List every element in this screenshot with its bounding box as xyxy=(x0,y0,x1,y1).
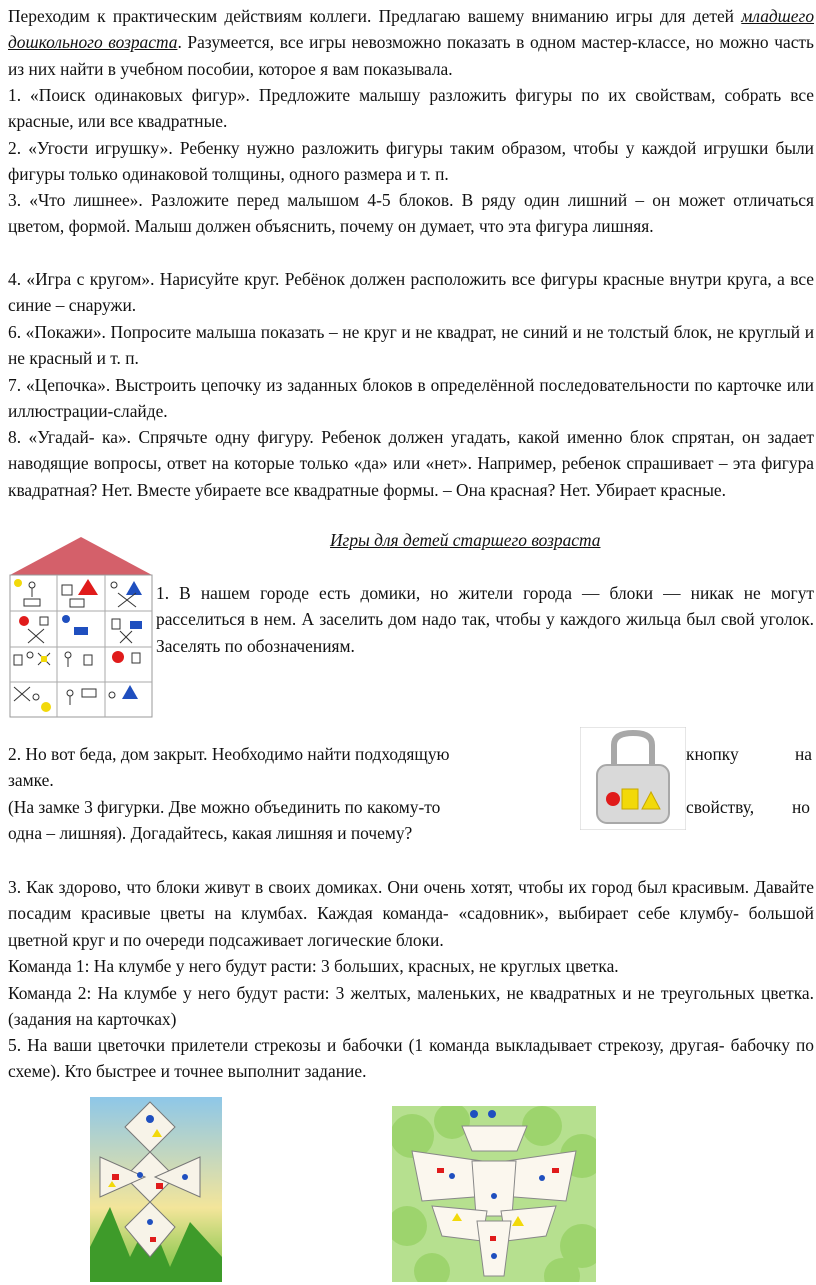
older-heading: Игры для детей старшего возраста xyxy=(330,530,601,550)
game-item-2: 2. «Угости игрушку». Ребенку нужно разложить фигуры таким образом, чтобы у каждой игрушки были фигуры только одинаковой толщины, одного размера и т. п. xyxy=(8,138,814,185)
older-item-3: 3. Как здорово, что блоки живут в своих домиках. Они очень хотят, чтобы их город был красивым. Давайте посадим красивые цветы на клумбах. Каждая команда- «садовник», выбирает себе клумбу- большой цветной круг и по очереди подсаживает логические блоки. xyxy=(8,877,814,950)
dragonfly-scheme-image xyxy=(90,1097,222,1282)
intro-line2-pre: детей xyxy=(692,6,742,26)
game-item-8: 8. «Угадай- ка». Спрячьте одну фигуру. Ребенок должен угадать, какой именно блок спрятан, он задает наводящие вопросы, ответ на которые только «да» или «нет». Например, ребенок спрашивает – эта фигура квадратная? Нет. Вместе убираете все квадратные формы. – Она красная? Нет. Убирает красные. xyxy=(8,427,814,500)
older-item-2-e: (На замке 3 фигурки. Две можно объединить по какому-то xyxy=(8,797,441,817)
older-item-5: 5. На ваши цветочки прилетели стрекозы и бабочки (1 команда выкладывает стрекозу, другая- бабочку по схеме). Кто быстрее и точнее выполнит задание. xyxy=(8,1035,814,1082)
butterfly-scheme-image xyxy=(392,1106,596,1282)
game-item-7: 7. «Цепочка». Выстроить цепочку из заданных блоков в определённой последовательности по карточке или иллюстрации-слайде. xyxy=(8,375,814,422)
team-1-task: Команда 1: На клумбе у него будут расти: 3 больших, красных, не круглых цветка. xyxy=(8,956,619,976)
game-item-6: 6. «Покажи». Попросите малыша показать – не круг и не квадрат, не синий и не толстый блок, не круглый и не красный и т. п. xyxy=(8,322,814,369)
intro-line3: мастер-классе, но можно часть из них найти в учебном пособии, которое я вам показывала. xyxy=(8,32,814,79)
older-item-2-c: на xyxy=(795,744,813,764)
team-2-task: Команда 2: На клумбе у него будут расти: 3 желтых, маленьких, не квадратных и не треугольных цветка. (задания на карточках) xyxy=(8,983,814,1030)
intro-line2-post: . Разумеется, все игры невозможно показать в одном xyxy=(177,32,576,53)
intro-paragraph xyxy=(8,3,814,82)
game-item-3: 3. «Что лишнее». Разложите перед малышом 4-5 блоков. В ряду один лишний – он может отличаться цветом, формой. Малыш должен объяснить, почему он думает, что эта фигура лишняя. xyxy=(8,190,814,237)
game-item-1: 1. «Поиск одинаковых фигур». Предложите малышу разложить фигуры по их свойствам, собрать все красные, или все квадратные. xyxy=(8,85,814,132)
older-item-2-d: замке. xyxy=(8,770,54,790)
older-item-2-b: кнопку xyxy=(686,744,739,764)
older-item-1: 1. В нашем городе есть домики, но жители города — блоки — никак не могут расселиться в нем. А заселить дом надо так, чтобы у каждого жильца был свой уголок. Заселять по обозначениям. xyxy=(156,583,814,656)
intro-line1: Переходим к практическим действиям коллеги. Предлагаю вашему вниманию игры для xyxy=(8,6,686,26)
lock-illustration xyxy=(580,727,686,830)
older-item-2-f: свойству, xyxy=(686,797,755,817)
older-item-2-h: одна – лишняя). Догадайтесь, какая лишняя и почему? xyxy=(8,823,413,843)
roof-shape xyxy=(10,537,152,575)
yellow-rect-shape xyxy=(622,789,638,809)
game-item-4: 4. «Игра с кругом». Нарисуйте круг. Ребёнок должен расположить все фигуры красные внутри круга, а все синие – снаружи. xyxy=(8,269,814,316)
red-circle-shape xyxy=(606,792,620,806)
older-item-2-a: 2. Но вот беда, дом закрыт. Необходимо найти подходящую xyxy=(8,744,450,764)
older-item-2-g: но xyxy=(792,797,811,817)
house-grid-illustration xyxy=(8,535,154,719)
intro-emphasis: младшего дошкольного возраста xyxy=(8,6,815,53)
